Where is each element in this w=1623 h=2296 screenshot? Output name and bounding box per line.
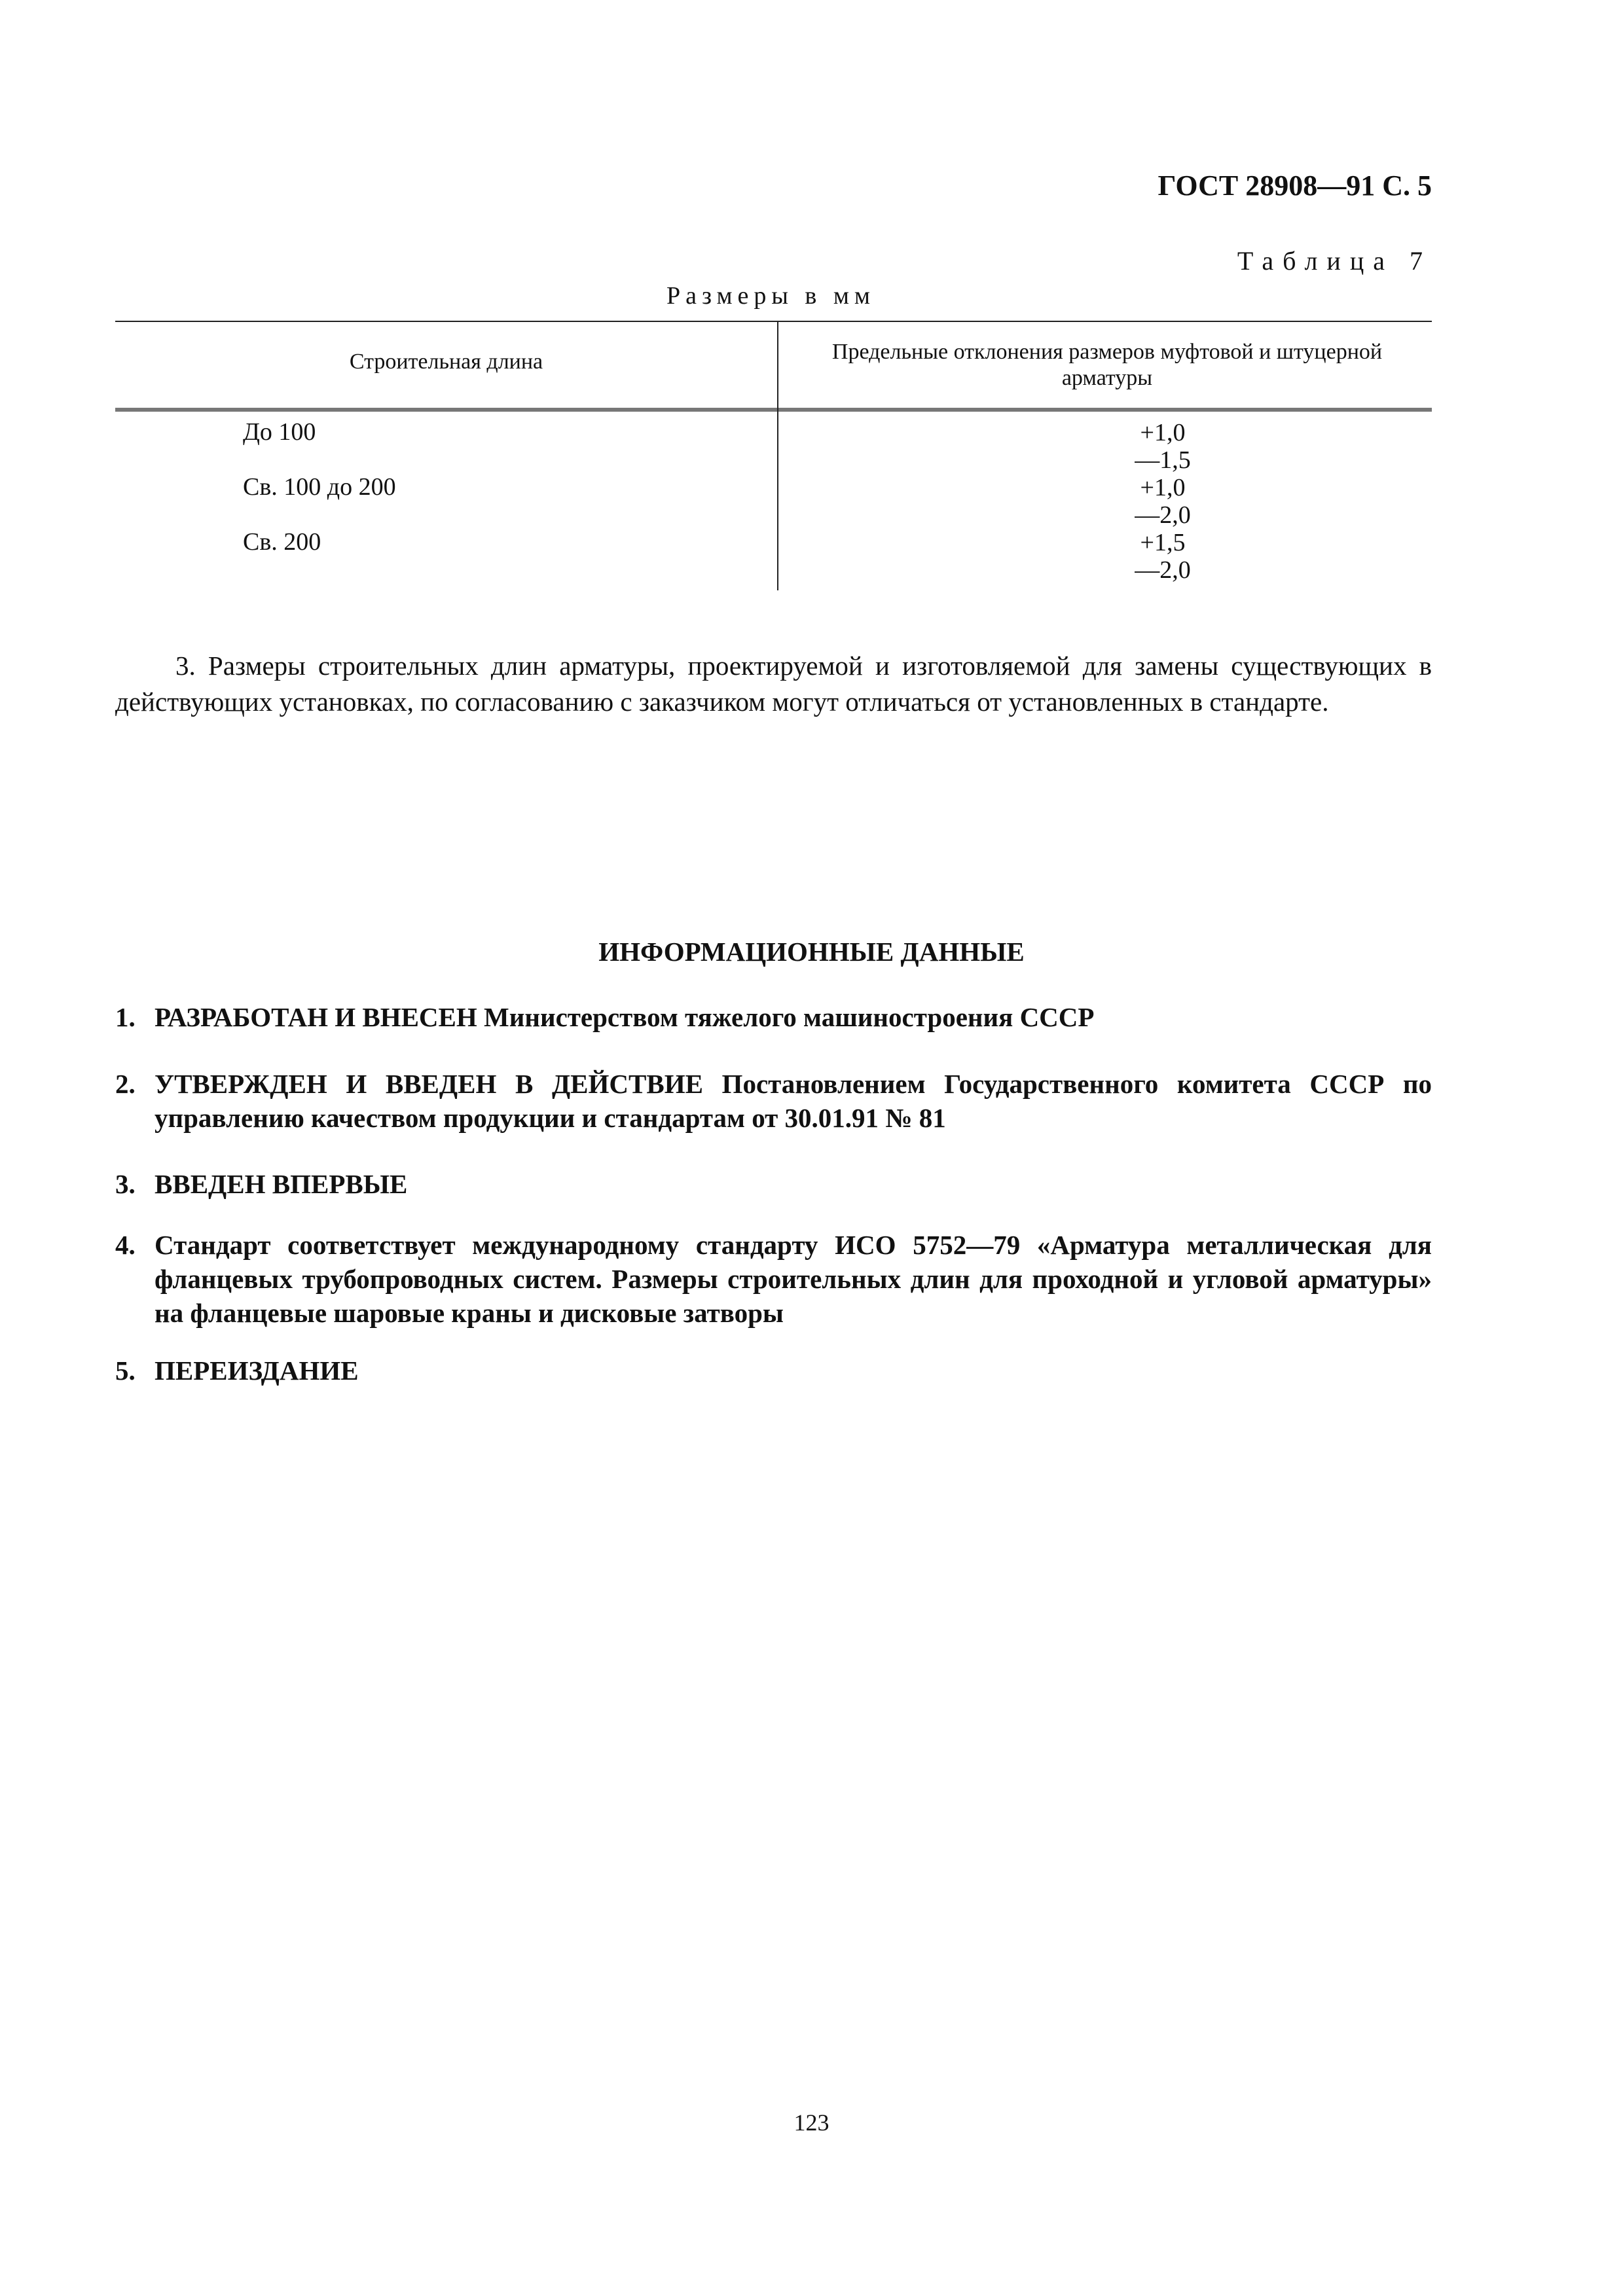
deviation-upper: +1,0 <box>1140 419 1186 446</box>
running-head: ГОСТ 28908—91 С. 5 <box>1158 170 1432 202</box>
table-header-length: Строительная длина <box>349 350 543 374</box>
info-item-text: ПЕРЕИЗДАНИЕ <box>155 1355 359 1386</box>
deviation-lower: —2,0 <box>1135 556 1191 584</box>
info-item-text: РАЗРАБОТАН И ВНЕСЕН Министерством тяжелого машиностроения СССР <box>155 1002 1095 1032</box>
info-item-number: 1. <box>115 1002 136 1032</box>
table-cell-deviation <box>1084 419 1241 474</box>
info-item <box>115 1000 1432 1034</box>
table-cell-deviation <box>1084 529 1241 584</box>
deviation-lower: —2,0 <box>1135 501 1191 529</box>
info-item <box>115 1167 1432 1201</box>
info-item-text: УТВЕРЖДЕН И ВВЕДЕН В ДЕЙСТВИЕ Постановлением Государственного комитета СССР по управлению качеством продукции и стандартам от 30.01.91 № 81 <box>155 1069 1432 1133</box>
info-item-number: 4. <box>115 1230 136 1260</box>
deviation-upper: +1,5 <box>1140 529 1186 556</box>
table-cell-deviation <box>1084 474 1241 529</box>
table-cell-length: До 100 <box>243 418 316 446</box>
info-item <box>115 1228 1432 1330</box>
body-paragraph-3: 3. Размеры строительных длин арматуры, проектируемой и изготовляемой для замены существующих в действующих установках, по согласованию с заказчиком могут отличаться от установленных в стандарте. <box>115 651 1432 717</box>
table-header-deviation: Предельные отклонения размеров муфтовой и штуцерной арматуры <box>831 340 1383 390</box>
info-item <box>115 1067 1432 1135</box>
table-caption: Таблица 7 <box>1237 246 1432 276</box>
table-header-rule <box>115 408 1432 412</box>
table-cell-length: Св. 100 до 200 <box>243 473 396 501</box>
page-number: 123 <box>793 2109 830 2136</box>
info-item-text: Стандарт соответствует международному стандарту ИСО 5752—79 «Арматура металлическая для фланцевых трубопроводных систем. Размеры строительных длин для проходной и угловой арматуры» на фланцевые шаровые краны и дисковые затворы <box>155 1230 1432 1328</box>
deviation-upper: +1,0 <box>1140 474 1186 501</box>
table-units-caption: Размеры в мм <box>666 282 875 310</box>
info-item <box>115 1354 1432 1388</box>
info-item-number: 5. <box>115 1355 136 1386</box>
info-item-number: 3. <box>115 1169 136 1199</box>
info-item-text: ВВЕДЕН ВПЕРВЫЕ <box>155 1169 408 1199</box>
deviation-table <box>115 321 1432 590</box>
info-item-number: 2. <box>115 1069 136 1099</box>
deviation-lower: —1,5 <box>1135 446 1191 474</box>
table-column-divider <box>777 321 778 590</box>
table-cell-length: Св. 200 <box>243 528 321 556</box>
info-section-title: ИНФОРМАЦИОННЫЕ ДАННЫЕ <box>598 937 1025 967</box>
table-top-rule <box>115 321 1432 322</box>
